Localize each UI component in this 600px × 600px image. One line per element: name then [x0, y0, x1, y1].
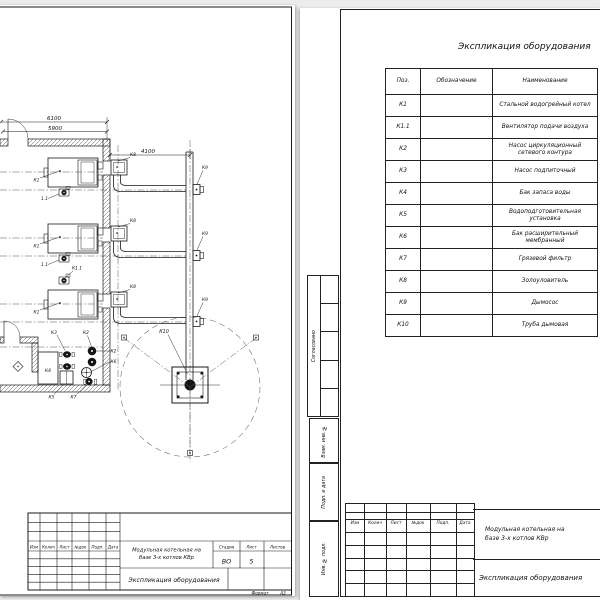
right-document-sheet [300, 8, 600, 600]
table-row: К8 Золоуловитель [386, 271, 598, 293]
chimney-foundation [160, 367, 220, 403]
stamp-replace-inv-box [309, 418, 339, 464]
rev-header: Дата [107, 544, 119, 550]
dimension-4100 [108, 149, 192, 159]
rev-header: Изм [350, 521, 360, 526]
title-block-right [473, 509, 600, 597]
rev-header: Дата [459, 521, 471, 526]
table-row: К9 Дымосос [386, 293, 598, 315]
label-k9: К9 [202, 298, 208, 303]
table-row: К3 Насос подпиточный [386, 161, 598, 183]
stage-header: Листов [270, 544, 285, 550]
smoke-exhauster-2 [193, 231, 208, 261]
boiler-plant-plan-drawing [0, 0, 295, 600]
stage-value: ВО [221, 557, 232, 566]
stamp-agreed-box [307, 275, 339, 417]
table-row: К10 Труба дымовая [386, 315, 598, 337]
rev-header: Подп. [436, 521, 450, 526]
sheet-number: 5 [249, 557, 254, 566]
table-row: К7 Грязевой фильтр [386, 249, 598, 271]
label-k8: К8 [130, 219, 136, 224]
rev-header: Лист [59, 544, 70, 550]
format-value: А3 [280, 590, 286, 596]
equipment-table [385, 68, 598, 337]
label-k9: К9 [202, 166, 208, 171]
col-pos: Поз. [386, 69, 421, 95]
project-title-line1: Модульная котельная на [132, 547, 201, 554]
table-row: К1 Стальной водогрейный котел [386, 95, 598, 117]
label-k1: К1 [33, 310, 40, 316]
explication-title: Экспликация оборудования [458, 42, 591, 52]
door-symbols [4, 119, 28, 337]
stamp-agreed-label: Согласовано [311, 329, 317, 363]
rev-header: Колич [42, 544, 55, 550]
stamp-sign-date-label: Подп. и дата [321, 475, 327, 509]
stamp-inv-orig-box [309, 520, 339, 597]
smoke-exhauster-1 [193, 165, 208, 195]
boiler-3 [34, 266, 103, 320]
table-row: К4 Бак запаса воды [386, 183, 598, 205]
stage-header: Лист [246, 544, 257, 550]
fan-3 [59, 266, 82, 285]
expansion-tank [82, 359, 117, 378]
dimension-5900 [1, 126, 109, 134]
dim-4100-text: 4100 [141, 149, 155, 155]
revision-grid [345, 503, 475, 597]
label-k1: К1 [33, 244, 40, 250]
label-k10: К10 [159, 330, 169, 335]
ash-collector-1 [111, 152, 186, 192]
project-title-line2: базе 3-х котлов КВр [139, 555, 194, 561]
table-row: К2 Насос циркуляционный сетевого контура [386, 139, 598, 161]
label-k1-1: К1.1 [71, 266, 83, 272]
label-k1-1-short: 1.1 [41, 263, 48, 268]
label-k2: К2 [110, 349, 117, 355]
table-header-row [386, 69, 598, 95]
rev-header: №док [74, 544, 87, 550]
label-k1-1-short: 1.1 [41, 197, 48, 202]
doc-name: Экспликация оборудования [128, 577, 220, 584]
ash-collector-3 [111, 284, 186, 324]
makeup-pumps [51, 330, 74, 370]
stamp-sign-date-box [309, 462, 339, 522]
stamp-inv-orig-label: Инв. № подл. [321, 541, 327, 576]
table-row: К1.1 Вентилятор подачи воздуха [386, 117, 598, 139]
left-title-block [28, 513, 292, 595]
floor-drain [13, 362, 23, 372]
col-name: Наименование [493, 69, 598, 95]
label-k4: К4 [45, 369, 51, 374]
format-label: Формат [251, 590, 269, 596]
flue-main-duct [186, 152, 193, 380]
label-k8: К8 [130, 285, 136, 290]
dim-5900-text: 5900 [48, 126, 62, 132]
rev-header: №док [411, 521, 425, 526]
label-k7: К7 [70, 395, 77, 401]
fan-2 [41, 253, 70, 269]
boiler-2 [34, 224, 103, 268]
dim-6100-text: 6100 [47, 116, 61, 122]
water-reserve-tank [38, 352, 58, 384]
label-k1: К1 [33, 178, 40, 184]
rev-header: Изм [29, 544, 39, 550]
rev-header: Колич [368, 521, 382, 526]
label-k2: К2 [83, 331, 89, 336]
axis-lines [0, 140, 190, 462]
rev-header: Подп. [91, 544, 104, 550]
label-k3: К3 [51, 331, 57, 336]
stage-header: Стадия [218, 544, 235, 550]
label-k8: К8 [130, 153, 136, 158]
fan-1 [41, 187, 70, 203]
ash-collector-2 [111, 218, 186, 258]
table-row: К5 Водоподготовительная установка [386, 205, 598, 227]
boiler-1 [34, 158, 103, 202]
label-k9: К9 [202, 232, 208, 237]
rev-header: Лист [390, 521, 402, 526]
label-k5: К5 [48, 395, 55, 401]
col-designation: Обозначение [421, 69, 493, 95]
label-k6: К6 [110, 360, 117, 365]
smoke-exhauster-3 [193, 297, 208, 327]
doc-name: Экспликация оборудования [479, 574, 583, 582]
table-row: К6 Бак расширительный мембранный [386, 227, 598, 249]
stamp-replace-inv-label: Взам. инв. № [321, 424, 327, 458]
project-title: Модульная котельная на базе 3-х котлов КВр [473, 510, 600, 560]
